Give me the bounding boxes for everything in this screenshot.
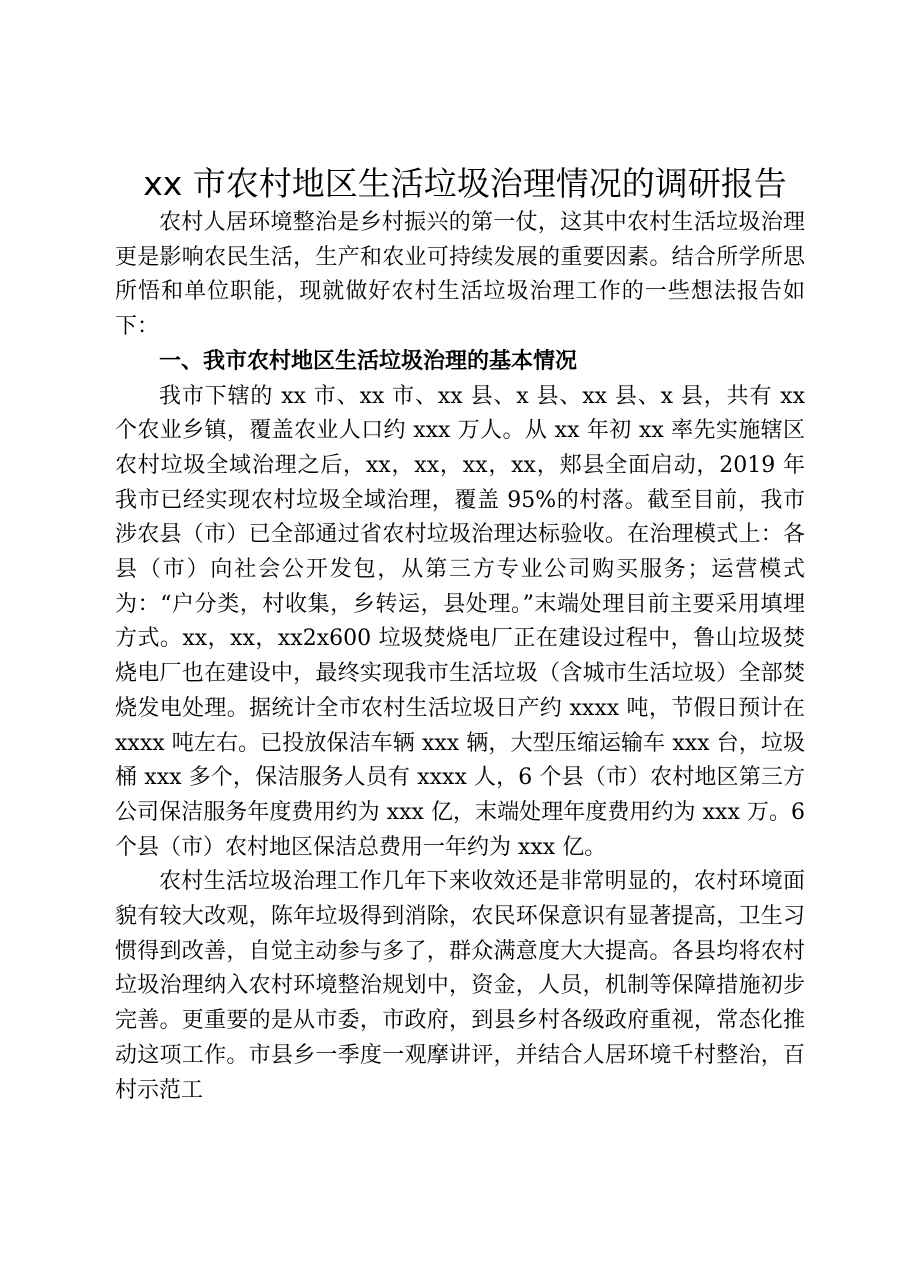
intro-paragraph: 农村人居环境整治是乡村振兴的第一仗，这其中农村生活垃圾治理更是影响农民生活，生产和农业可持续发展的重要因素。结合所学所思所悟和单位职能，现就做好农村生活垃圾治理工作的一些想法报告如下： — [115, 210, 805, 340]
basic-situation-paragraph: 我市下辖的 xx 市、xx 市、xx 县、x 县、xx 县、x 县，共有 xx 个农业乡镇，覆盖农业人口约 xxx 万人。从 xx 年初 xx 率先实施辖区农村垃圾全域治理之后，xx，xx，xx，xx，郏县全面启动，2019 年我市已经实现农村垃圾全域治理，覆盖 95%的村落。截至目前，我市涉农县（市）已全部通过省农村垃圾治理达标验收。在治理模式上：各县（市）向社会公开发包，从第三方专业公司购买服务；运营模式为：“户分类，村收集，乡转运，县处理。”末端处理目前主要采用填埋方式。xx，xx，xx2x600 垃圾焚烧电厂正在建设过程中，鲁山垃圾焚烧电厂也在建设中，最终实现我市生活垃圾（含城市生活垃圾）全部焚烧发电处理。据统计全市农村生活垃圾日产约 xxxx 吨，节假日预计在 xxxx 吨左右。已投放保洁车辆 xxx 辆，大型压缩运输车 xxx 台，垃圾桶 xxx 多个，保洁服务人员有 xxxx 人，6 个县（市）农村地区第三方公司保洁服务年度费用约为 xxx 亿，末端处理年度费用约为 xxx 万。6 个县（市）农村地区保洁总费用一年约为 xxx 亿。 — [115, 383, 805, 860]
document-title: xx 市农村地区生活垃圾治理情况的调研报告 — [143, 164, 787, 203]
document-body — [115, 206, 805, 1108]
results-paragraph: 农村生活垃圾治理工作几年下来收效还是非常明显的，农村环境面貌有较大改观，陈年垃圾得到消除，农民环保意识有显著提高，卫生习惯得到改善，自觉主动参与多了，群众满意度大大提高。各县均将农村垃圾治理纳入农村环境整治规划中，资金，人员，机制等保障措施初步完善。更重要的是从市委，市政府，到县乡村各级政府重视，常态化推动这项工作。市县乡一季度一观摩讲评，并结合人居环境千村整治，百村示范工 — [115, 869, 805, 1103]
section-heading: 一、我市农村地区生活垃圾治理的基本情况 — [159, 348, 578, 374]
